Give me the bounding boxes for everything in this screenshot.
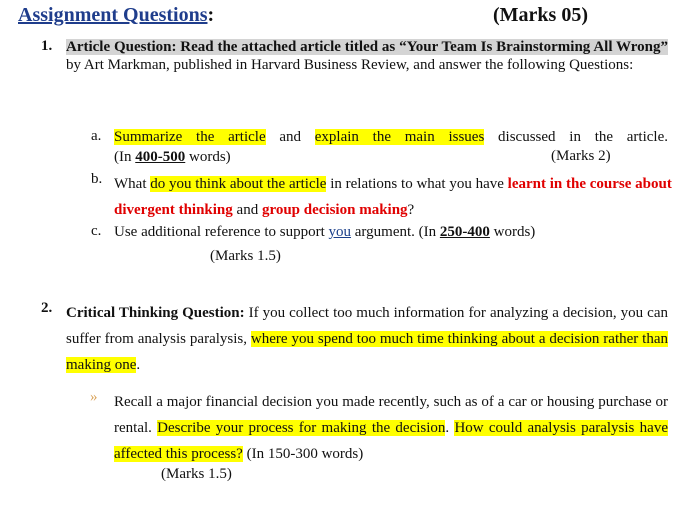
q1a-marks: (Marks 2) <box>551 148 611 164</box>
q1a-line1 <box>114 128 668 146</box>
q1b-red2: group decision making <box>261 202 408 218</box>
q2-number: 2. <box>41 300 53 316</box>
q1-text <box>66 38 668 74</box>
q2-bullet-t2: . <box>445 420 455 436</box>
q1b-t4: ? <box>407 202 415 218</box>
q2-bullet-hl2: How could analysis paralysis have affected this process? <box>114 420 668 462</box>
q1c-you: you <box>328 224 352 240</box>
heading-row <box>18 4 678 30</box>
q1b-t1: What <box>114 176 151 192</box>
q2-t2: . <box>136 357 141 373</box>
q2-lead: Critical Thinking Question: <box>66 305 245 321</box>
q2-bullet-t1: Recall a major financial decision you made recently, such as of a car or housing purchase or rental. <box>114 394 668 436</box>
q1a-rest: discussed in the article. <box>484 129 668 145</box>
q1-number: 1. <box>41 38 53 54</box>
q1-lead: Article Question: Read the attached article titled as “Your Team Is Brainstorming All Wrong” <box>66 39 668 55</box>
q1b-hl: do you think about the article <box>150 176 327 192</box>
q2-text <box>66 300 668 378</box>
q1a-and: and <box>265 129 315 145</box>
heading-colon: : <box>207 4 215 26</box>
q1c-t2: argument. (In <box>351 224 440 240</box>
q2-bullet-text <box>114 389 668 467</box>
q1c-label: c. <box>91 223 102 239</box>
heading-title-text: Assignment Questions <box>18 4 208 26</box>
q2-bullet-hl1: Describe your process for making the decision <box>157 420 446 436</box>
q1c-text <box>114 223 535 241</box>
q2-hl: where you spend too much time thinking about a decision rather than making one <box>66 331 669 373</box>
q1b-t3: and <box>232 202 262 218</box>
q1a-count: 400-500 <box>135 149 186 165</box>
q1b-t2: in relations to what you have <box>326 176 508 192</box>
q1a-in-suffix: words) <box>185 149 231 165</box>
q1b-label: b. <box>91 171 103 187</box>
heading-marks: (Marks 05) <box>493 4 588 26</box>
q1c-t1: Use additional reference to support <box>114 224 329 240</box>
q1-rest: by Art Markman, published in Harvard Business Review, and answer the following Questions: <box>66 57 634 73</box>
q1c-count: 250-400 <box>439 224 490 240</box>
q1c-marks: (Marks 1.5) <box>210 248 281 264</box>
q1a-in-prefix: (In <box>114 149 136 165</box>
q1c-t3: words) <box>489 224 536 240</box>
q1b-red1: learnt in the course about divergent thinking <box>114 176 672 218</box>
q1a-hl1: Summarize the article <box>114 129 266 145</box>
q1b-text <box>114 171 674 223</box>
q2-bullet-t3: (In 150-300 words) <box>242 446 364 462</box>
q2-t1: If you collect too much information for analyzing a decision, you can suffer from analysis paralysis, <box>66 305 668 347</box>
q1a-wordcount <box>114 148 231 166</box>
heading-title <box>18 4 214 27</box>
q2-bullet-marks: (Marks 1.5) <box>161 466 232 482</box>
q1a-hl2: explain the main issues <box>314 129 485 145</box>
chevron-bullet-icon: » <box>90 389 98 405</box>
q1a-label: a. <box>91 128 102 144</box>
